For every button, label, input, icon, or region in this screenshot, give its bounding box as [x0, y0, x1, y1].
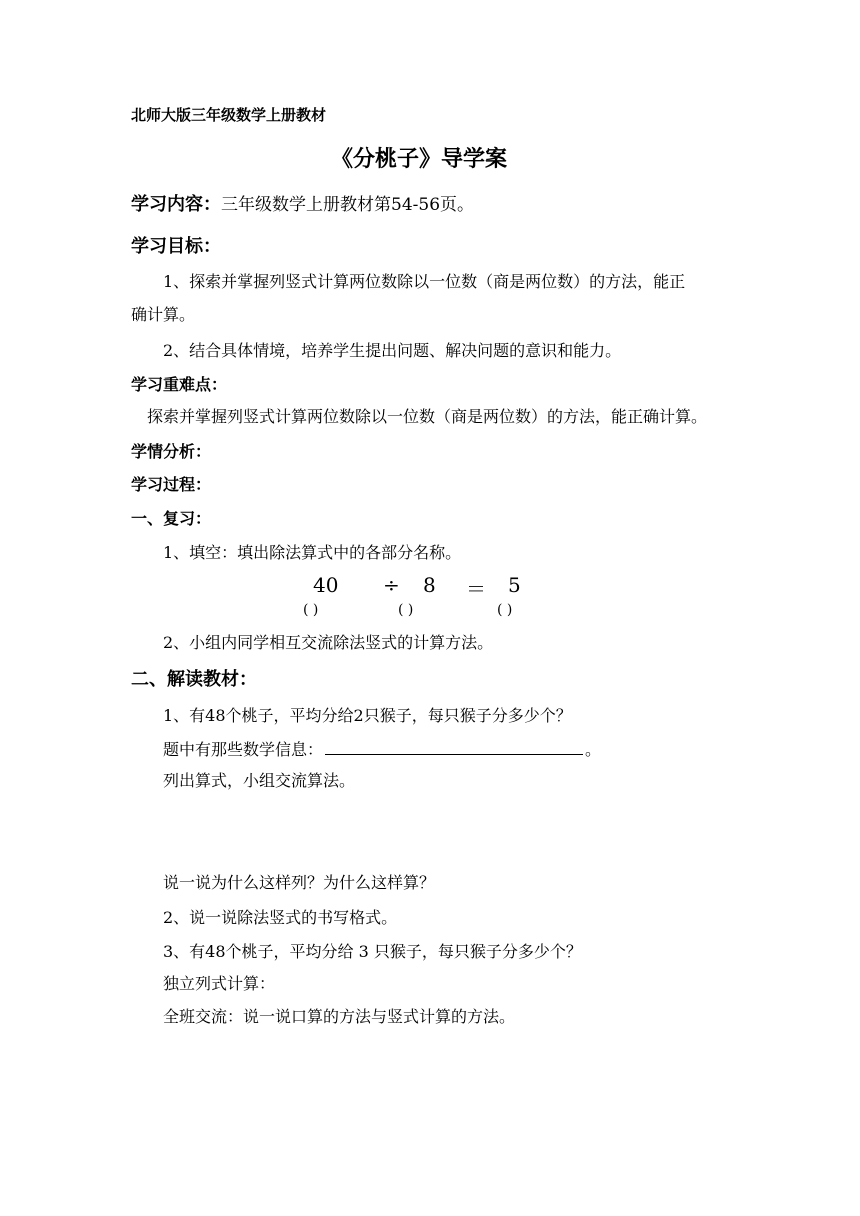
- quotient: 5: [508, 573, 521, 597]
- page-title: 《分桃子》导学案: [331, 147, 508, 172]
- read-item-1: 1、有48个桃子，平均分给2只猴子，每只猴子分多少个？: [163, 706, 572, 725]
- equals-sign: ＝: [466, 577, 486, 601]
- content-label: 学习内容：: [131, 194, 221, 215]
- objectives-label: 学习目标：: [131, 236, 221, 257]
- class-exchange-line: 全班交流：说一说口算的方法与竖式计算的方法。: [163, 1007, 516, 1026]
- read-item-2: 2、说一说除法竖式的书写格式。: [163, 908, 398, 927]
- review-item-2: 2、小组内同学相互交流除法竖式的计算方法。: [163, 633, 494, 652]
- content-text: 三年级数学上册教材第54-56页。: [221, 195, 475, 215]
- math-info-blank[interactable]: [325, 740, 583, 755]
- math-info-line: [163, 737, 601, 760]
- quotient-blank: ( ): [497, 602, 513, 618]
- objective-1-line-1: 1、探索并掌握列竖式计算两位数除以一位数（商是两位数）的方法，能正: [163, 272, 686, 291]
- divisor: 8: [423, 573, 436, 597]
- key-points-label: 学习重难点：: [131, 375, 228, 394]
- doc-header: 北师大版三年级数学上册教材: [131, 106, 327, 124]
- objective-2: 2、结合具体情境，培养学生提出问题、解决问题的意识和能力。: [163, 341, 622, 360]
- independent-line: 独立列式计算：: [163, 974, 276, 993]
- key-points-text: 探索并掌握列竖式计算两位数除以一位数（商是两位数）的方法，能正确计算。: [147, 407, 708, 426]
- dividend-blank: ( ): [303, 602, 319, 618]
- read-item-3: 3、有48个桃子，平均分给 3 只猴子，每只猴子分多少个？: [163, 942, 582, 961]
- objective-1-line-2: 确计算。: [131, 305, 196, 324]
- divide-sign: ÷: [383, 573, 400, 597]
- read-label: 二、解读教材：: [131, 669, 257, 690]
- review-item-1: 1、填空：填出除法算式中的各部分名称。: [163, 543, 462, 562]
- content-line: [131, 190, 474, 216]
- process-label: 学习过程：: [131, 475, 212, 494]
- analysis-label: 学情分析：: [131, 442, 212, 461]
- review-label: 一、复习：: [131, 509, 212, 528]
- say-why-line: 说一说为什么这样列？为什么这样算？: [163, 873, 436, 892]
- math-info-suffix: 。: [585, 740, 602, 759]
- divisor-blank: ( ): [398, 602, 414, 618]
- math-info-prefix: 题中有那些数学信息：: [163, 740, 324, 759]
- dividend: 40: [313, 573, 339, 597]
- formula-line: 列出算式，小组交流算法。: [163, 771, 356, 790]
